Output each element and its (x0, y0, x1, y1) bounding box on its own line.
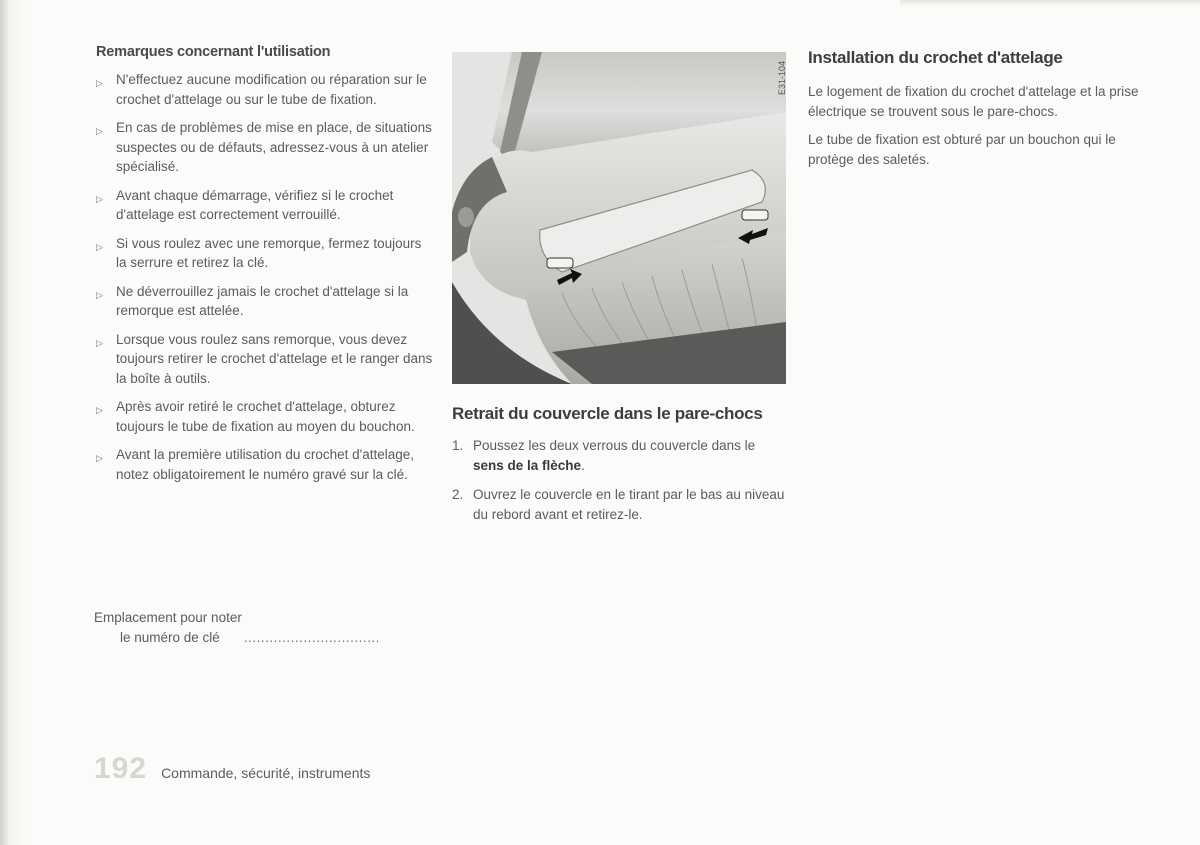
bullet-triangle-icon: ▷ (96, 453, 103, 463)
list-item (94, 186, 434, 225)
usage-remarks-heading: Remarques concernant l'utilisation (96, 44, 331, 60)
list-item-text: En cas de problèmes de mise en place, de situations suspectes ou de défauts, adressez-vous à un atelier spécialisé. (116, 120, 432, 174)
figure-code: E31-104 (777, 60, 787, 96)
step-number: 2. (452, 487, 464, 502)
list-item-text: Ne déverrouillez jamais le crochet d'attelage si la remorque est attelée. (116, 283, 409, 318)
list-item (94, 445, 434, 484)
list-item-text: Avant chaque démarrage, vérifiez si le crochet d'attelage est correctement verrouillé. (116, 187, 394, 222)
step-text: Ouvrez le couvercle en le tirant par le bas au niveau du rebord avant et retirez-le. (473, 487, 785, 522)
list-item (452, 485, 788, 524)
list-item (452, 436, 788, 475)
page-number: 192 (94, 752, 148, 785)
list-item (94, 330, 434, 389)
bumper-drawing (452, 52, 786, 384)
bullet-triangle-icon: ▷ (96, 405, 103, 415)
key-number-note (94, 608, 434, 647)
bullet-triangle-icon: ▷ (96, 193, 103, 204)
list-item (94, 282, 434, 321)
list-item-text: Après avoir retiré le crochet d'attelage, obturez toujours le tube de fixation au moyen du bouchon. (116, 399, 415, 434)
cover-removal-steps (452, 436, 788, 524)
list-item-text: N'effectuez aucune modification ou réparation sur le crochet d'attelage ou sur le tube de fixation. (116, 72, 427, 107)
page-binding-edge (0, 0, 8, 845)
key-note-line (94, 628, 434, 648)
scan-shade (900, 0, 1200, 6)
key-note-blank: ................................ (243, 629, 380, 645)
cover-removal-section (452, 404, 788, 534)
usage-remarks-column (94, 44, 434, 493)
list-item (94, 118, 434, 177)
list-item (94, 70, 434, 109)
hitch-installation-heading: Installation du crochet d'attelage (808, 48, 1063, 67)
page-footer (94, 752, 370, 786)
list-item (94, 234, 434, 273)
key-note-label-2: le numéro de clé (120, 629, 220, 645)
reflector (458, 207, 474, 227)
paragraph: Le logement de fixation du crochet d'attelage et la prise électrique se trouvent sous le pare-chocs. (808, 84, 1139, 119)
bumper-cover-illustration (452, 52, 786, 384)
footer-section-title: Commande, sécurité, instruments (161, 765, 371, 781)
bullet-triangle-icon: ▷ (96, 289, 103, 300)
hitch-installation-section (808, 48, 1148, 178)
list-item-text: Avant la première utilisation du crochet d'attelage, notez obligatoirement le numéro gravé sur la clé. (116, 447, 415, 482)
bullet-triangle-icon: ▷ (96, 78, 103, 88)
list-item-text: Lorsque vous roulez sans remorque, vous devez toujours retirer le crochet d'attelage et le ranger dans la boîte à outils. (116, 331, 433, 386)
cover-removal-heading: Retrait du couvercle dans le pare-chocs (452, 404, 763, 423)
bullet-triangle-icon: ▷ (96, 241, 103, 252)
bullet-triangle-icon: ▷ (96, 126, 103, 136)
paragraph: Le tube de fixation est obturé par un bouchon qui le protège des saletés. (808, 132, 1116, 167)
bullet-triangle-icon: ▷ (96, 337, 103, 348)
step-text-end: . (581, 457, 585, 473)
step-number: 1. (452, 438, 464, 453)
left-latch (547, 258, 573, 268)
step-emphasis: sens de la flèche (473, 457, 582, 473)
step-text: Poussez les deux verrous du couvercle dans le (473, 438, 756, 453)
right-latch (742, 210, 768, 220)
key-note-label: Emplacement pour noter (94, 610, 242, 625)
list-item (94, 397, 434, 436)
usage-remarks-list (94, 70, 434, 484)
list-item-text: Si vous roulez avec une remorque, fermez toujours la serrure et retirez la clé. (116, 235, 422, 270)
